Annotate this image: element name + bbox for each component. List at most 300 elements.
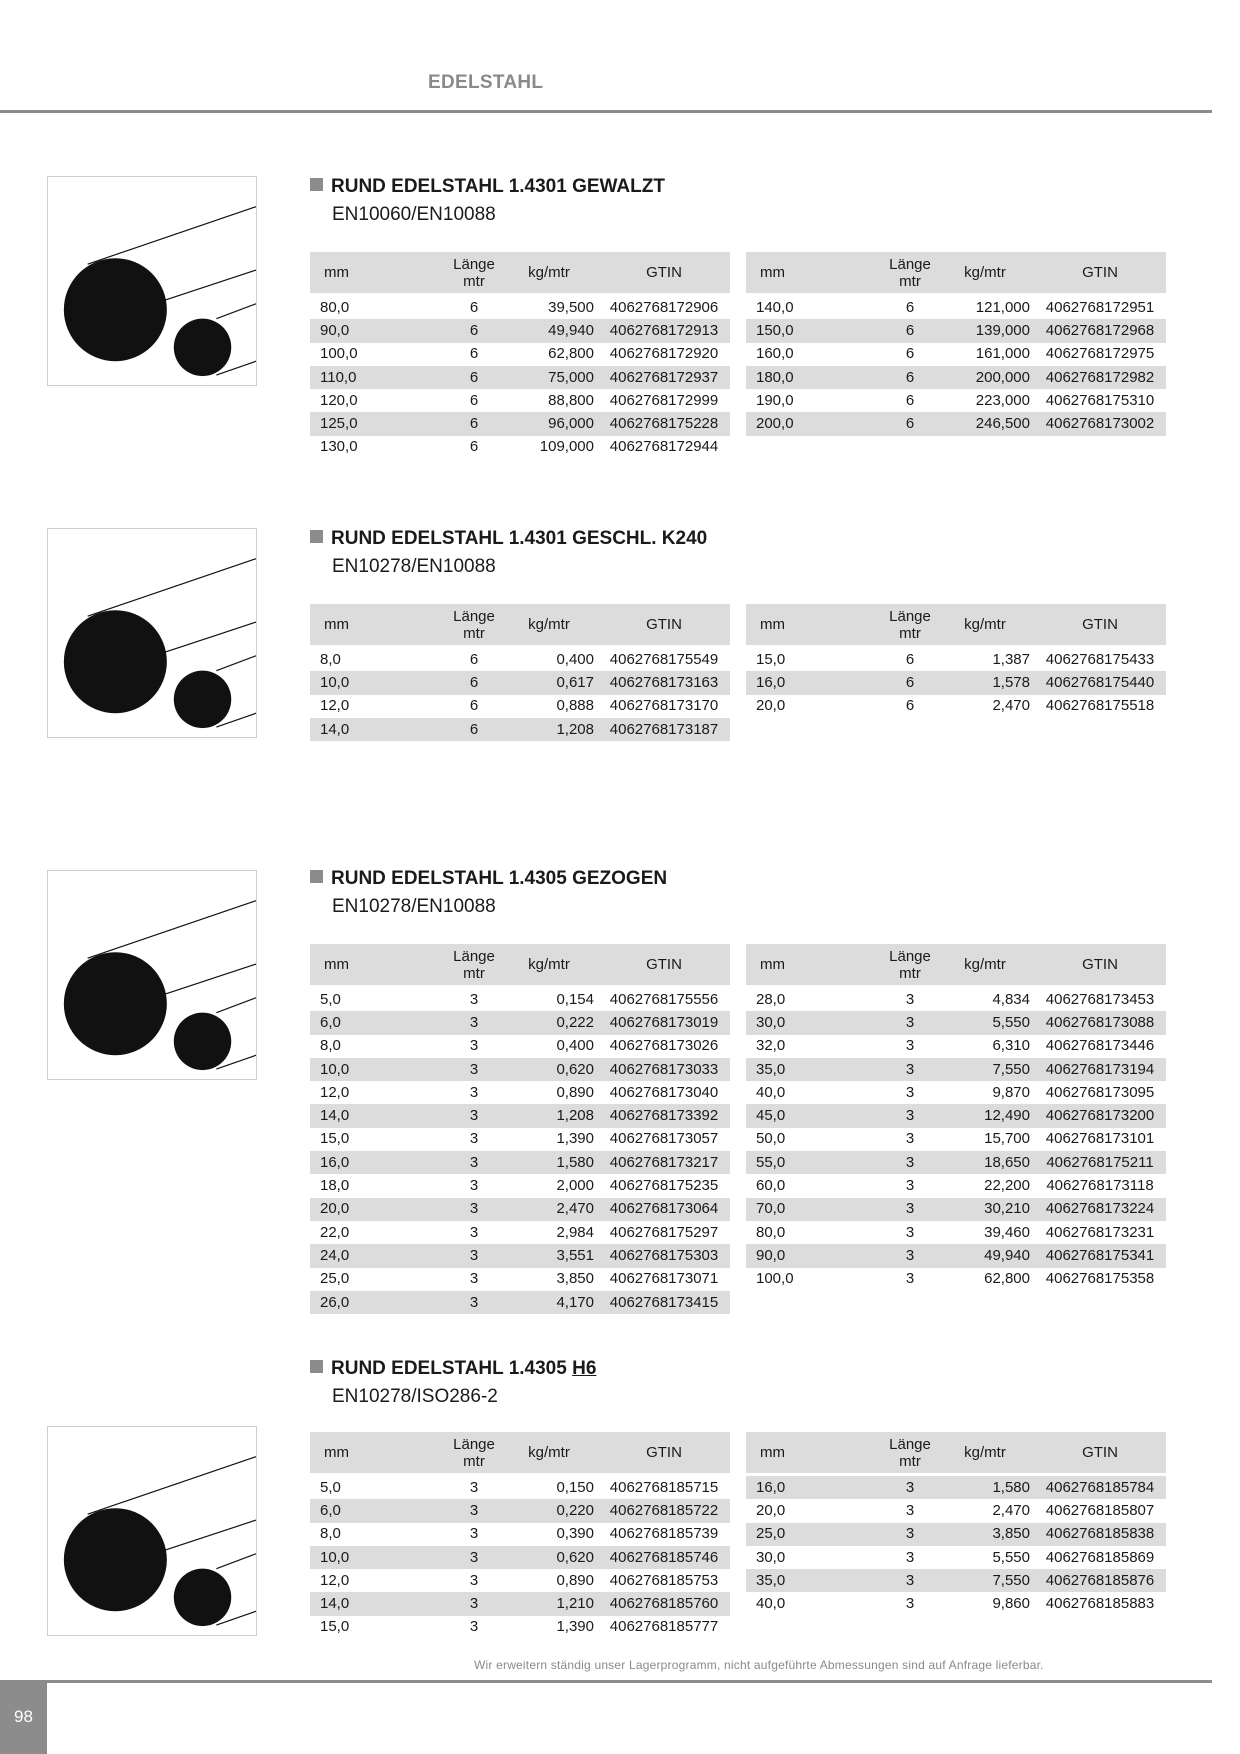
- section-title: [310, 868, 667, 890]
- cell-mm: 5,0: [310, 987, 444, 1012]
- cell-kg: 5,550: [992, 1548, 1030, 1566]
- table-row: [746, 1104, 1166, 1127]
- cell-kg: 1,387: [940, 647, 1034, 672]
- table-row: [310, 1569, 730, 1592]
- col-header-length-line1: Länge: [453, 947, 495, 965]
- cell-mm: 8,0: [310, 647, 444, 672]
- footer-divider: [47, 1680, 1212, 1683]
- cell-length: 3: [444, 1592, 504, 1615]
- cell-kg: 0,220: [504, 1499, 598, 1522]
- cell-kg: 1,208: [504, 1104, 598, 1127]
- table-row: [310, 389, 730, 412]
- cell-kg: 4,170: [504, 1291, 598, 1314]
- table-row: [310, 1035, 730, 1058]
- cell-mm: 10,0: [310, 1058, 444, 1081]
- cell-mm: 80,0: [310, 295, 444, 320]
- col-header-kg: kg/mtr: [504, 252, 598, 295]
- table-row: [310, 366, 730, 389]
- cell-length: 6: [905, 345, 915, 363]
- cell-mm: 32,0: [756, 1037, 786, 1055]
- cell-gtin: 4062768173064: [598, 1198, 730, 1221]
- table-row: [746, 1151, 1166, 1174]
- cell-mm: 14,0: [310, 1104, 444, 1127]
- cell-mm: 110,0: [310, 366, 444, 389]
- col-header-kg: kg/mtr: [940, 252, 1034, 295]
- cell-mm: 10,0: [310, 1546, 444, 1569]
- col-header-kg: kg/mtr: [504, 604, 598, 647]
- cell-kg: 1,390: [556, 1130, 594, 1148]
- table-row: [746, 343, 1166, 366]
- square-bullet-icon: [310, 870, 323, 883]
- table-row: [310, 1291, 730, 1314]
- cell-gtin: 4062768173224: [1034, 1198, 1166, 1221]
- cell-kg: 49,940: [504, 319, 598, 342]
- cell-length: 3: [905, 1130, 915, 1148]
- cell-gtin: 4062768173187: [598, 718, 730, 741]
- col-header-length: [880, 604, 940, 647]
- cell-mm: 12,0: [320, 1571, 350, 1589]
- cell-kg: 1,210: [504, 1592, 598, 1615]
- table-header: [746, 1432, 1166, 1475]
- cell-mm: 190,0: [756, 391, 794, 409]
- table-row: [310, 1268, 730, 1291]
- cell-mm: 26,0: [310, 1291, 444, 1314]
- cell-length: 6: [905, 391, 915, 409]
- cell-gtin: 4062768185715: [598, 1475, 730, 1500]
- cell-mm: 20,0: [756, 697, 786, 715]
- round-bar-image: [47, 870, 257, 1080]
- cell-mm: 25,0: [320, 1270, 350, 1288]
- cell-kg: 62,800: [548, 345, 594, 363]
- table-row: [310, 412, 730, 435]
- cell-length: 3: [469, 1525, 479, 1543]
- col-header-mm: mm: [746, 944, 880, 987]
- table-row: [746, 1546, 1166, 1569]
- cell-gtin: 4062768172982: [1034, 366, 1166, 389]
- table-row: [746, 1592, 1166, 1615]
- section-standard: EN10278/EN10088: [332, 896, 496, 917]
- table-row: [746, 1081, 1166, 1104]
- cell-mm: 150,0: [746, 319, 880, 342]
- table-row: [746, 1523, 1166, 1546]
- cell-gtin: 4062768175235: [609, 1177, 719, 1195]
- col-header-mm: mm: [746, 252, 880, 295]
- cell-length: 6: [880, 671, 940, 694]
- cell-gtin: 4062768175433: [1034, 647, 1166, 672]
- cell-mm: 60,0: [756, 1177, 786, 1195]
- cell-length: 3: [469, 1270, 479, 1288]
- cell-mm: 100,0: [756, 1270, 794, 1288]
- col-header-mm: mm: [310, 944, 444, 987]
- col-header-kg: kg/mtr: [504, 1432, 598, 1475]
- cell-length: 6: [469, 391, 479, 409]
- cell-mm: 15,0: [746, 647, 880, 672]
- cell-mm: 22,0: [320, 1223, 350, 1241]
- cell-length: 3: [444, 1499, 504, 1522]
- dimension-table-left: [310, 252, 730, 459]
- table-row: [746, 1198, 1166, 1221]
- col-header-gtin: GTIN: [1034, 252, 1166, 295]
- cell-length: 3: [469, 1223, 479, 1241]
- cell-mm: 55,0: [746, 1151, 880, 1174]
- cell-kg: 0,400: [556, 1037, 594, 1055]
- table-row: [310, 1058, 730, 1081]
- cell-gtin: 4062768173095: [1045, 1083, 1155, 1101]
- table-header: [310, 944, 730, 987]
- cell-length: 6: [469, 697, 479, 715]
- cell-kg: 5,550: [940, 1011, 1034, 1034]
- cell-length: 3: [444, 987, 504, 1012]
- cell-mm: 16,0: [310, 1151, 444, 1174]
- col-header-length-line1: Länge: [889, 1435, 931, 1453]
- cell-length: 3: [469, 1571, 479, 1589]
- cell-kg: 0,888: [556, 697, 594, 715]
- cell-mm: 20,0: [756, 1501, 786, 1519]
- cell-mm: 50,0: [756, 1130, 786, 1148]
- cell-mm: 40,0: [756, 1083, 786, 1101]
- col-header-gtin: GTIN: [1034, 1432, 1166, 1475]
- square-bullet-icon: [310, 530, 323, 543]
- cell-length: 3: [469, 1177, 479, 1195]
- cell-kg: 3,551: [504, 1244, 598, 1267]
- section-title: [310, 1358, 596, 1380]
- section-title-text: RUND EDELSTAHL 1.4301 GEWALZT: [331, 176, 665, 197]
- cell-length: 6: [444, 295, 504, 320]
- table-row: [746, 1011, 1166, 1034]
- cell-kg: 0,150: [504, 1475, 598, 1500]
- page-number: 98: [0, 1680, 47, 1754]
- section-standard: EN10278/EN10088: [332, 556, 496, 577]
- cell-gtin: 4062768185876: [1034, 1569, 1166, 1592]
- table-row: [310, 718, 730, 741]
- col-header-gtin: GTIN: [598, 604, 730, 647]
- cell-mm: 8,0: [320, 1525, 341, 1543]
- cell-length: 3: [444, 1058, 504, 1081]
- cell-mm: 10,0: [310, 671, 444, 694]
- cell-gtin: 4062768173194: [1034, 1058, 1166, 1081]
- col-header-length-line2: mtr: [463, 272, 485, 290]
- cell-length: 6: [905, 697, 915, 715]
- cell-mm: 40,0: [756, 1595, 786, 1613]
- cell-length: 3: [905, 1083, 915, 1101]
- cell-kg: 0,617: [504, 671, 598, 694]
- col-header-mm: mm: [746, 1432, 880, 1475]
- cell-kg: 9,870: [992, 1083, 1030, 1101]
- table-row: [310, 1198, 730, 1221]
- cell-kg: 0,222: [504, 1011, 598, 1034]
- cell-kg: 0,400: [504, 647, 598, 672]
- section-title-text: RUND EDELSTAHL 1.4301 GESCHL. K240: [331, 528, 708, 549]
- col-header-length: [444, 944, 504, 987]
- cell-gtin: 4062768175297: [609, 1223, 719, 1241]
- cell-kg: 62,800: [984, 1270, 1030, 1288]
- cell-mm: 90,0: [310, 319, 444, 342]
- cell-length: 3: [880, 1244, 940, 1267]
- cell-gtin: 4062768185753: [609, 1571, 719, 1589]
- cell-length: 3: [444, 1291, 504, 1314]
- cell-length: 6: [444, 319, 504, 342]
- section-title-tolerance: H6: [572, 1358, 597, 1379]
- cell-gtin: 4062768185760: [598, 1592, 730, 1615]
- table-row: [746, 1221, 1166, 1244]
- cell-mm: 70,0: [746, 1198, 880, 1221]
- cell-length: 3: [469, 1618, 479, 1636]
- table-row: [746, 671, 1166, 694]
- table-header: [746, 252, 1166, 295]
- table-row: [310, 1244, 730, 1267]
- cell-kg: 88,800: [548, 391, 594, 409]
- table-row: [746, 1035, 1166, 1058]
- cell-mm: 130,0: [320, 438, 358, 456]
- cell-gtin: 4062768172920: [609, 345, 719, 363]
- cell-length: 3: [880, 1011, 940, 1034]
- cell-gtin: 4062768172913: [598, 319, 730, 342]
- cell-length: 6: [880, 319, 940, 342]
- cell-length: 6: [880, 647, 940, 672]
- col-header-length-line1: Länge: [889, 607, 931, 625]
- table-row: [746, 987, 1166, 1012]
- cell-gtin: 4062768172999: [609, 391, 719, 409]
- table-row: [746, 647, 1166, 672]
- table-row: [310, 647, 730, 672]
- cell-gtin: 4062768175341: [1034, 1244, 1166, 1267]
- table-row: [310, 1221, 730, 1244]
- header-divider: [0, 110, 1212, 113]
- cell-gtin: 4062768173415: [598, 1291, 730, 1314]
- cell-kg: 1,580: [504, 1151, 598, 1174]
- cell-gtin: 4062768173200: [1034, 1104, 1166, 1127]
- col-header-length-line2: mtr: [463, 624, 485, 642]
- cell-gtin: 4062768185739: [609, 1525, 719, 1543]
- dimension-table-left: [310, 944, 730, 1314]
- cell-gtin: 4062768173231: [1045, 1223, 1155, 1241]
- table-row: [746, 1499, 1166, 1522]
- table-row: [310, 436, 730, 459]
- section-title: [310, 176, 665, 198]
- cell-mm: 5,0: [310, 1475, 444, 1500]
- cell-gtin: 4062768185777: [609, 1618, 719, 1636]
- cell-kg: 2,470: [992, 697, 1030, 715]
- cell-length: 3: [880, 1058, 940, 1081]
- cell-gtin: 4062768172906: [598, 295, 730, 320]
- section-title-text: RUND EDELSTAHL 1.4305 GEZOGEN: [331, 868, 668, 889]
- round-bar-image: [47, 176, 257, 386]
- cell-gtin: 4062768173101: [1045, 1130, 1155, 1148]
- cell-length: 6: [444, 718, 504, 741]
- table-row: [310, 1523, 730, 1546]
- cell-gtin: 4062768173019: [598, 1011, 730, 1034]
- cell-mm: 24,0: [310, 1244, 444, 1267]
- cell-gtin: 4062768173446: [1045, 1037, 1155, 1055]
- table-row: [746, 695, 1166, 718]
- cell-gtin: 4062768175310: [1045, 391, 1155, 409]
- cell-kg: 223,000: [975, 391, 1030, 409]
- cell-length: 3: [444, 1104, 504, 1127]
- cell-kg: 30,210: [940, 1198, 1034, 1221]
- cell-length: 3: [469, 1130, 479, 1148]
- table-row: [310, 671, 730, 694]
- table-row: [310, 1174, 730, 1197]
- dimension-table-left: [310, 1432, 730, 1639]
- cell-gtin: 4062768173040: [609, 1083, 719, 1101]
- cell-mm: 16,0: [746, 671, 880, 694]
- table-row: [310, 1616, 730, 1639]
- cell-kg: 18,650: [940, 1151, 1034, 1174]
- dimension-table-right: [746, 604, 1166, 718]
- cell-mm: 6,0: [310, 1011, 444, 1034]
- table-row: [310, 1475, 730, 1500]
- cell-gtin: 4062768185722: [598, 1499, 730, 1522]
- col-header-length: [880, 252, 940, 295]
- table-row: [746, 1475, 1166, 1500]
- cell-length: 3: [880, 1569, 940, 1592]
- table-row: [746, 1268, 1166, 1291]
- table-row: [310, 1151, 730, 1174]
- col-header-length: [444, 252, 504, 295]
- cell-kg: 22,200: [984, 1177, 1030, 1195]
- table-header: [310, 1432, 730, 1475]
- cell-mm: 6,0: [310, 1499, 444, 1522]
- cell-mm: 140,0: [746, 295, 880, 320]
- round-bar-image: [47, 1426, 257, 1636]
- col-header-mm: mm: [310, 604, 444, 647]
- square-bullet-icon: [310, 178, 323, 191]
- table-row: [310, 1104, 730, 1127]
- cell-length: 6: [444, 412, 504, 435]
- cell-mm: 28,0: [746, 987, 880, 1012]
- table-row: [310, 1592, 730, 1615]
- cell-gtin: 4062768175440: [1034, 671, 1166, 694]
- cell-length: 3: [880, 987, 940, 1012]
- cell-length: 3: [444, 1475, 504, 1500]
- cell-kg: 0,390: [556, 1525, 594, 1543]
- col-header-length-line2: mtr: [899, 1452, 921, 1470]
- cell-gtin: 4062768175556: [598, 987, 730, 1012]
- cell-mm: 18,0: [320, 1177, 350, 1195]
- cell-kg: 12,490: [940, 1104, 1034, 1127]
- cell-mm: 200,0: [746, 412, 880, 435]
- cell-gtin: 4062768185746: [598, 1546, 730, 1569]
- table-row: [746, 1128, 1166, 1151]
- col-header-length: [444, 1432, 504, 1475]
- cell-mm: 25,0: [746, 1523, 880, 1546]
- cell-kg: 9,860: [992, 1595, 1030, 1613]
- cell-gtin: 4062768175549: [598, 647, 730, 672]
- table-row: [310, 295, 730, 320]
- cell-kg: 0,620: [504, 1058, 598, 1081]
- cell-kg: 39,460: [984, 1223, 1030, 1241]
- cell-length: 6: [444, 647, 504, 672]
- col-header-length-line2: mtr: [463, 1452, 485, 1470]
- cell-kg: 7,550: [940, 1058, 1034, 1081]
- table-row: [310, 1546, 730, 1569]
- table-header: [746, 604, 1166, 647]
- cell-kg: 246,500: [940, 412, 1034, 435]
- col-header-length: [880, 1432, 940, 1475]
- cell-kg: 0,620: [504, 1546, 598, 1569]
- cell-mm: 12,0: [320, 1083, 350, 1101]
- cell-mm: 100,0: [320, 345, 358, 363]
- cell-gtin: 4062768173057: [609, 1130, 719, 1148]
- col-header-length: [880, 944, 940, 987]
- cell-kg: 121,000: [940, 295, 1034, 320]
- col-header-kg: kg/mtr: [940, 1432, 1034, 1475]
- cell-kg: 2,984: [556, 1223, 594, 1241]
- col-header-gtin: GTIN: [598, 944, 730, 987]
- table-row: [310, 343, 730, 366]
- cell-mm: 35,0: [746, 1569, 880, 1592]
- cell-length: 3: [444, 1244, 504, 1267]
- col-header-length-line2: mtr: [899, 624, 921, 642]
- table-row: [746, 412, 1166, 435]
- col-header-mm: mm: [310, 1432, 444, 1475]
- cell-kg: 2,470: [992, 1501, 1030, 1519]
- cell-mm: 30,0: [756, 1548, 786, 1566]
- cell-length: 6: [880, 295, 940, 320]
- round-bar-image: [47, 528, 257, 738]
- col-header-length-line1: Länge: [889, 255, 931, 273]
- table-row: [310, 319, 730, 342]
- cell-gtin: 4062768175211: [1034, 1151, 1166, 1174]
- table-row: [746, 1244, 1166, 1267]
- cell-kg: 109,000: [539, 438, 594, 456]
- dimension-table-left: [310, 604, 730, 741]
- cell-kg: 139,000: [940, 319, 1034, 342]
- cell-length: 3: [444, 1198, 504, 1221]
- col-header-length-line1: Länge: [453, 1435, 495, 1453]
- cell-gtin: 4062768173163: [598, 671, 730, 694]
- dimension-table-right: [746, 944, 1166, 1291]
- cell-gtin: 4062768172968: [1034, 319, 1166, 342]
- cell-length: 3: [905, 1501, 915, 1519]
- cell-mm: 80,0: [756, 1223, 786, 1241]
- section-title-text: RUND EDELSTAHL 1.4305: [331, 1358, 573, 1379]
- cell-kg: 200,000: [940, 366, 1034, 389]
- table-row: [310, 1499, 730, 1522]
- cell-kg: 1,580: [940, 1475, 1034, 1500]
- cell-mm: 14,0: [310, 1592, 444, 1615]
- cell-gtin: 4062768185869: [1045, 1548, 1155, 1566]
- col-header-gtin: GTIN: [598, 252, 730, 295]
- cell-mm: 120,0: [320, 391, 358, 409]
- cell-mm: 15,0: [320, 1130, 350, 1148]
- cell-kg: 15,700: [984, 1130, 1030, 1148]
- cell-length: 3: [880, 1475, 940, 1500]
- col-header-length-line1: Länge: [453, 255, 495, 273]
- col-header-length-line1: Länge: [889, 947, 931, 965]
- cell-kg: 161,000: [975, 345, 1030, 363]
- cell-gtin: 4062768172944: [609, 438, 719, 456]
- cell-kg: 96,000: [504, 412, 598, 435]
- table-row: [746, 295, 1166, 320]
- table-row: [746, 1058, 1166, 1081]
- cell-mm: 90,0: [746, 1244, 880, 1267]
- cell-mm: 8,0: [320, 1037, 341, 1055]
- cell-length: 3: [905, 1270, 915, 1288]
- section-standard: EN10060/EN10088: [332, 204, 496, 225]
- cell-kg: 39,500: [504, 295, 598, 320]
- col-header-kg: kg/mtr: [940, 944, 1034, 987]
- cell-kg: 3,850: [940, 1523, 1034, 1546]
- table-header: [310, 252, 730, 295]
- cell-kg: 1,578: [940, 671, 1034, 694]
- cell-mm: 30,0: [746, 1011, 880, 1034]
- cell-kg: 4,834: [940, 987, 1034, 1012]
- cell-gtin: 4062768172937: [598, 366, 730, 389]
- cell-length: 3: [905, 1177, 915, 1195]
- table-row: [746, 319, 1166, 342]
- table-row: [310, 1081, 730, 1104]
